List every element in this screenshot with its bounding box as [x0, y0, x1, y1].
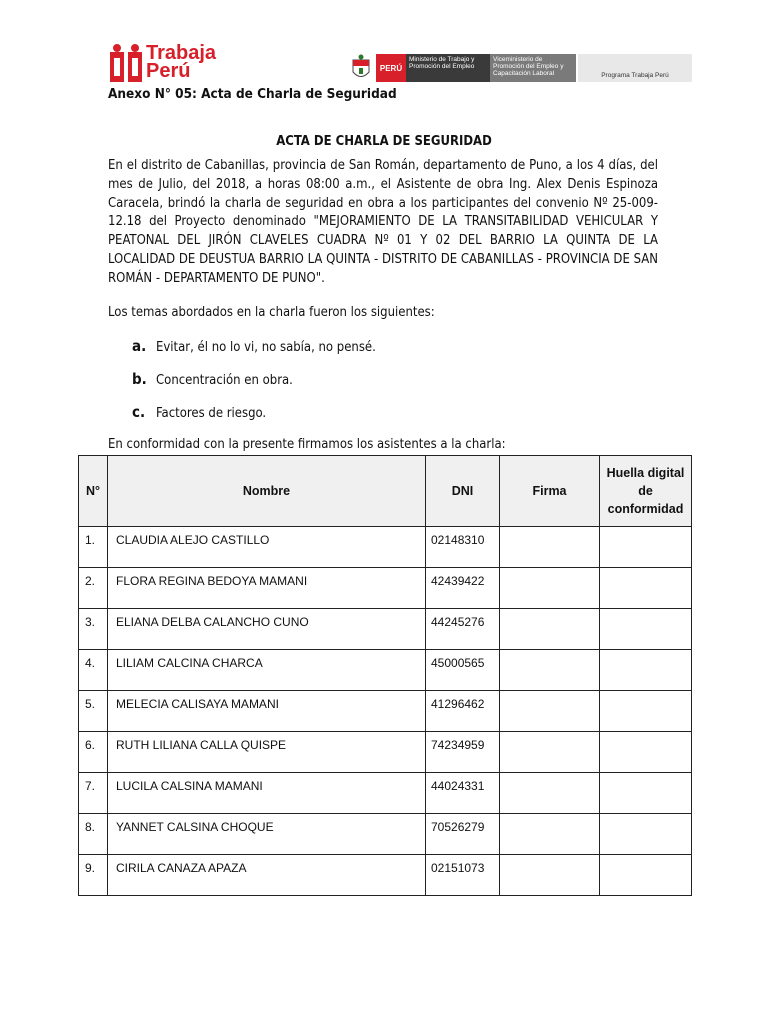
header-fingerprint: Huella digital de conformidad	[600, 456, 692, 527]
row-fingerprint-cell[interactable]	[600, 650, 692, 691]
attendance-table	[78, 455, 692, 896]
row-fingerprint-cell[interactable]	[600, 855, 692, 896]
topic-letter: b.	[132, 370, 147, 388]
header-dni: DNI	[426, 456, 500, 527]
topic-text: Evitar, él no lo vi, no sabía, no pensé.	[156, 340, 376, 355]
table-row	[79, 568, 692, 609]
header-number: N°	[79, 456, 108, 527]
table-header-row	[79, 456, 692, 527]
row-signature-cell[interactable]	[500, 732, 600, 773]
row-fingerprint-cell[interactable]	[600, 691, 692, 732]
table-row	[79, 691, 692, 732]
row-fingerprint-cell[interactable]	[600, 814, 692, 855]
logo-text	[146, 44, 216, 80]
document-title: ACTA DE CHARLA DE SEGURIDAD	[276, 134, 492, 149]
table-row	[79, 650, 692, 691]
topic-letter: a.	[132, 337, 147, 355]
coat-of-arms-icon	[350, 54, 372, 82]
topic-item	[132, 370, 293, 388]
row-signature-cell[interactable]	[500, 527, 600, 568]
row-dni: 02148310	[426, 527, 500, 568]
row-fingerprint-cell[interactable]	[600, 773, 692, 814]
row-dni: 70526279	[426, 814, 500, 855]
row-name: ELIANA DELBA CALANCHO CUNO	[108, 609, 426, 650]
header-signature: Firma	[500, 456, 600, 527]
row-name: FLORA REGINA BEDOYA MAMANI	[108, 568, 426, 609]
row-name: CLAUDIA ALEJO CASTILLO	[108, 527, 426, 568]
row-number: 6.	[79, 732, 108, 773]
viceministry-label: Viceministerio de Promoción del Empleo y Capacitación Laboral	[490, 54, 576, 82]
row-fingerprint-cell[interactable]	[600, 527, 692, 568]
row-dni: 74234959	[426, 732, 500, 773]
program-label: Programa Trabaja Perú	[578, 54, 692, 82]
table-row	[79, 609, 692, 650]
row-name: CIRILA CANAZA APAZA	[108, 855, 426, 896]
row-signature-cell[interactable]	[500, 691, 600, 732]
row-fingerprint-cell[interactable]	[600, 609, 692, 650]
logo-line-1: Trabaja	[146, 42, 217, 64]
row-dni: 44245276	[426, 609, 500, 650]
header-name: Nombre	[108, 456, 426, 527]
topic-letter: c.	[132, 403, 146, 421]
ministry-logo-banner	[350, 52, 692, 86]
row-dni: 44024331	[426, 773, 500, 814]
row-fingerprint-cell[interactable]	[600, 568, 692, 609]
row-number: 7.	[79, 773, 108, 814]
topic-text: Concentración en obra.	[156, 373, 293, 388]
row-signature-cell[interactable]	[500, 773, 600, 814]
row-name: LUCILA CALSINA MAMANI	[108, 773, 426, 814]
peru-label: PERÚ	[376, 54, 406, 82]
row-number: 2.	[79, 568, 108, 609]
conformity-text: En conformidad con la presente firmamos los asistentes a la charla:	[108, 437, 506, 452]
row-name: RUTH LILIANA CALLA QUISPE	[108, 732, 426, 773]
row-name: MELECIA CALISAYA MAMANI	[108, 691, 426, 732]
logo-line-2: Perú	[146, 60, 191, 82]
row-dni: 45000565	[426, 650, 500, 691]
row-fingerprint-cell[interactable]	[600, 732, 692, 773]
table-row	[79, 773, 692, 814]
annex-title: Anexo N° 05: Acta de Charla de Seguridad	[108, 86, 397, 102]
table-row	[79, 855, 692, 896]
topic-item	[132, 403, 266, 421]
row-number: 1.	[79, 527, 108, 568]
row-dni: 02151073	[426, 855, 500, 896]
table-row	[79, 527, 692, 568]
trabaja-peru-logo	[108, 44, 226, 86]
row-dni: 42439422	[426, 568, 500, 609]
row-signature-cell[interactable]	[500, 855, 600, 896]
row-signature-cell[interactable]	[500, 568, 600, 609]
row-signature-cell[interactable]	[500, 650, 600, 691]
row-number: 5.	[79, 691, 108, 732]
topics-intro: Los temas abordados en la charla fueron los siguientes:	[108, 305, 435, 320]
row-number: 8.	[79, 814, 108, 855]
topic-text: Factores de riesgo.	[156, 406, 267, 421]
row-number: 4.	[79, 650, 108, 691]
row-dni: 41296462	[426, 691, 500, 732]
ministry-label: Ministerio de Trabajo y Promoción del Empleo	[406, 54, 490, 82]
document-header	[0, 0, 768, 100]
row-name: LILIAM CALCINA CHARCA	[108, 650, 426, 691]
row-signature-cell[interactable]	[500, 609, 600, 650]
trabaja-peru-logo-icon	[108, 44, 144, 84]
table-row	[79, 814, 692, 855]
intro-paragraph: En el distrito de Cabanillas, provincia de San Román, departamento de Puno, a los 4 días, del mes de Julio, del 2018, a horas 08:00 a.m., el Asistente de obra Ing. Alex Denis Espinoza Caracela, brindó la charla de seguridad en obra a los participantes del convenio Nº 25-009-12.18 del Proyecto denominado "MEJORAMIENTO DE LA TRANSITABILIDAD VEHICULAR Y PEATONAL DEL JIRÓN CLAVELES CUADRA Nº 01 Y 02 DEL BARRIO LA QUINTA DE LA LOCALIDAD DE DEUSTUA BARRIO LA QUINTA - DISTRITO DE CABANILLAS - PROVINCIA DE SAN ROMÁN - DEPARTAMENTO DE PUNO".	[108, 158, 658, 286]
row-number: 3.	[79, 609, 108, 650]
row-signature-cell[interactable]	[500, 814, 600, 855]
table-row	[79, 732, 692, 773]
topic-item	[132, 337, 376, 355]
table-body	[79, 527, 692, 896]
row-name: YANNET CALSINA CHOQUE	[108, 814, 426, 855]
row-number: 9.	[79, 855, 108, 896]
